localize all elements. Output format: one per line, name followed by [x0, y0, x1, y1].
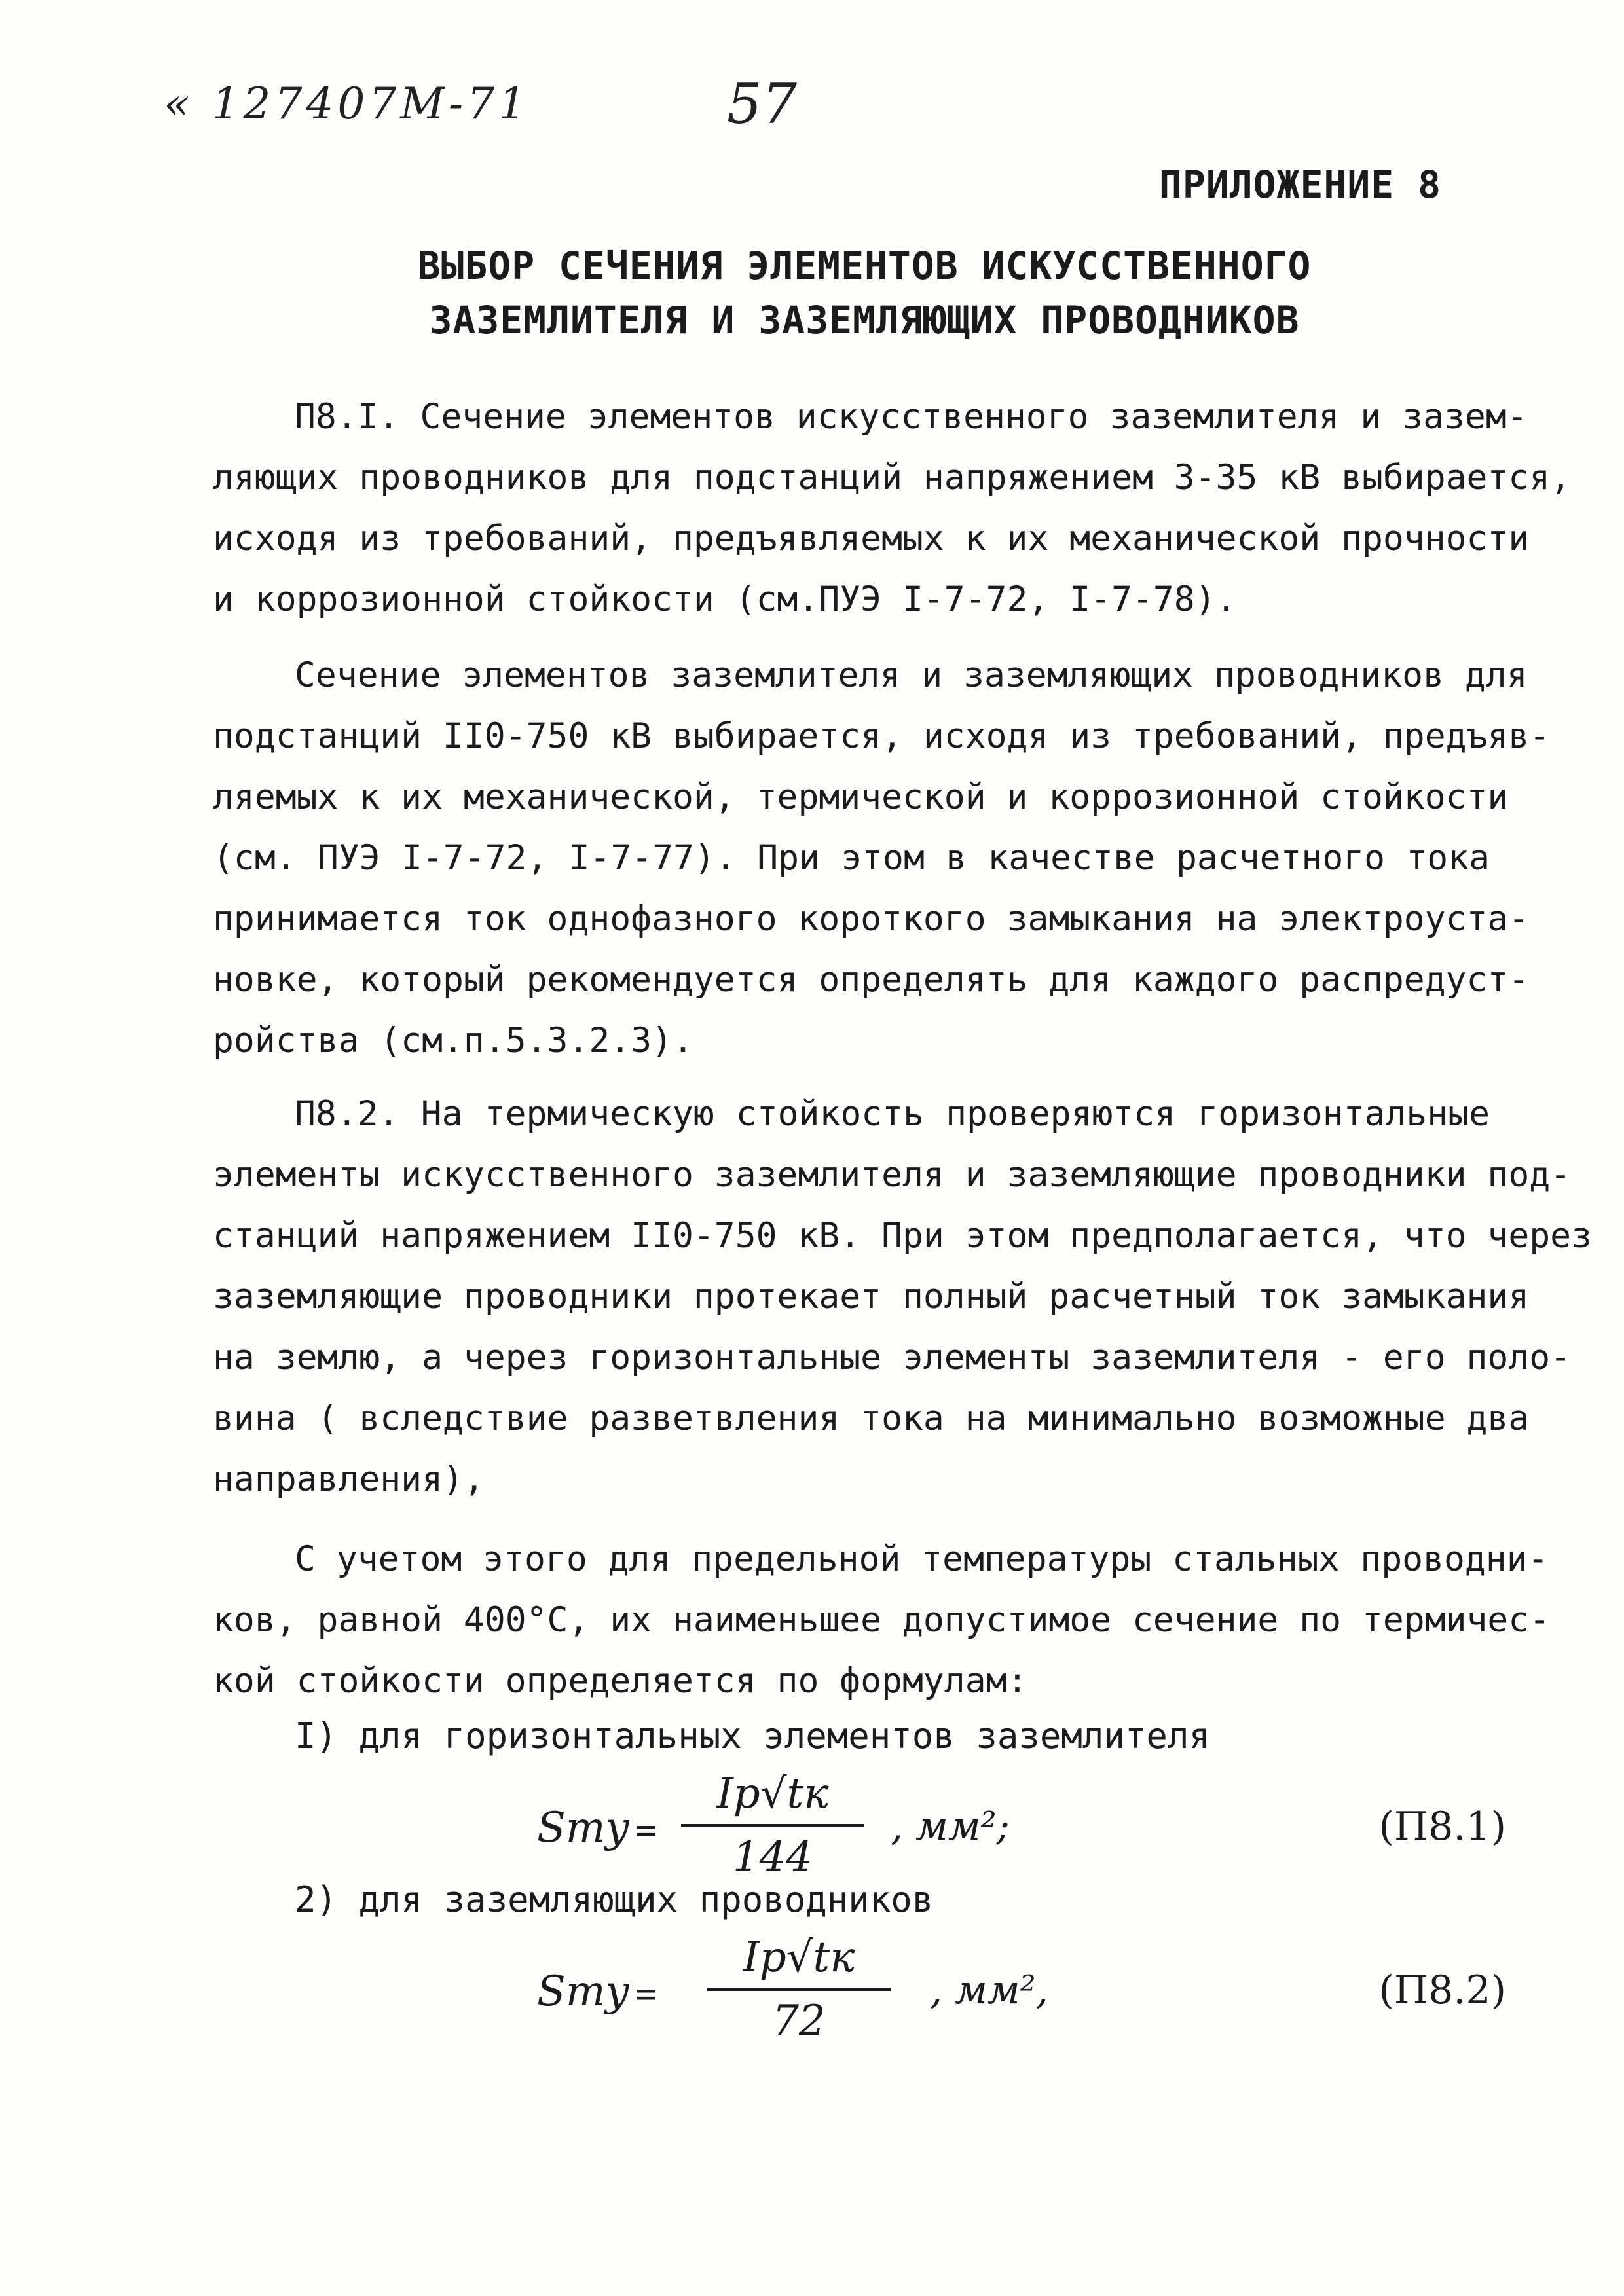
formula-p8-1: [537, 1768, 1506, 1892]
formula-fraction: [674, 1768, 871, 1884]
text-line: направления),: [213, 1459, 485, 1499]
text-line: ков, равной 400°С, их наименьшее допустимое сечение по термичес-: [213, 1600, 1551, 1640]
formula-denominator: 72: [772, 1997, 826, 2045]
paragraph-p8-1: [213, 386, 1572, 630]
text-line: принимается ток однофазного короткого замыкания на электроуста-: [213, 899, 1530, 939]
text-line: П8.2. На термическую стойкость проверяются горизонтальные: [295, 1094, 1490, 1134]
formula-equals: =: [635, 1810, 657, 1851]
formula-numerator: Iр√tк: [716, 1770, 829, 1818]
appendix-label: ПРИЛОЖЕНИЕ 8: [1159, 162, 1442, 207]
text-line: ляющих проводников для подстанций напряжением 3-35 кВ выбирается,: [213, 458, 1572, 498]
text-line: и коррозионной стойкости (см.ПУЭ I-7-72, I-7-78).: [213, 579, 1237, 619]
text-line: ляемых к их механической, термической и коррозионной стойкости: [213, 777, 1509, 817]
page-number: 57: [727, 72, 797, 136]
text-line: ройства (см.п.5.3.2.3).: [213, 1021, 693, 1061]
formula-lhs: Sту: [537, 1804, 630, 1852]
text-line: П8.I. Сечение элементов искусственного заземлителя и зазем-: [295, 397, 1528, 437]
formula-denominator: 144: [732, 1833, 813, 1882]
text-line: вина ( вследствие разветвления тока на минимально возможные два: [213, 1398, 1530, 1438]
formula-number: (П8.1): [1378, 1804, 1506, 1850]
text-line: элементы искусственного заземлителя и заземляющие проводники под-: [213, 1155, 1572, 1195]
text-line: на землю, а через горизонтальные элементы заземлителя - его поло-: [213, 1338, 1572, 1377]
text-line: кой стойкости определяется по формулам:: [213, 1661, 1028, 1701]
formula-lhs: Sту: [537, 1967, 630, 2016]
text-line: подстанций II0-750 кВ выбирается, исходя из требований, предъяв-: [213, 716, 1551, 756]
paragraph-p8-1-continued: [213, 645, 1551, 1071]
text-line: заземляющие проводники протекает полный расчетный ток замыкания: [213, 1277, 1530, 1317]
fraction-bar: [707, 1988, 891, 1991]
list-item-grounding-conductors: 2) для заземляющих проводников: [295, 1879, 934, 1920]
text-line: Сечение элементов заземлителя и заземляющих проводников для: [295, 655, 1528, 695]
text-line: новке, который рекомендуется определять для каждого распредуст-: [213, 960, 1530, 1000]
text-line: станций напряжением II0-750 кВ. При этом предполагается, что через: [213, 1216, 1592, 1256]
document-code: « 127407М-71: [164, 79, 530, 129]
text-line: (см. ПУЭ I-7-72, I-7-77). При этом в качестве расчетного тока: [213, 838, 1490, 878]
title-line-1: ВЫБОР СЕЧЕНИЯ ЭЛЕМЕНТОВ ИСКУССТВЕННОГО: [417, 244, 1312, 288]
formula-unit: , мм²;: [891, 1804, 1010, 1850]
text-line: исходя из требований, предъявляемых к их механической прочности: [213, 519, 1530, 558]
text-line: С учетом этого для предельной температуры стальных проводни-: [295, 1539, 1549, 1579]
formula-number: (П8.2): [1378, 1967, 1506, 2013]
fraction-bar: [681, 1824, 864, 1827]
formula-fraction: [701, 1931, 897, 2047]
paragraph-p8-2: [213, 1084, 1592, 1510]
formula-numerator: Iр√tк: [743, 1933, 855, 1982]
formula-equals: =: [635, 1973, 657, 2014]
list-item-horizontal-elements: I) для горизонтальных элементов заземлителя: [295, 1715, 1210, 1757]
formula-unit: , мм²,: [930, 1967, 1048, 2013]
formula-p8-2: [537, 1931, 1506, 2056]
paragraph-formula-intro: [213, 1529, 1551, 1711]
title-line-2: ЗАЗЕМЛИТЕЛЯ И ЗАЗЕМЛЯЮЩИХ ПРОВОДНИКОВ: [429, 298, 1300, 342]
